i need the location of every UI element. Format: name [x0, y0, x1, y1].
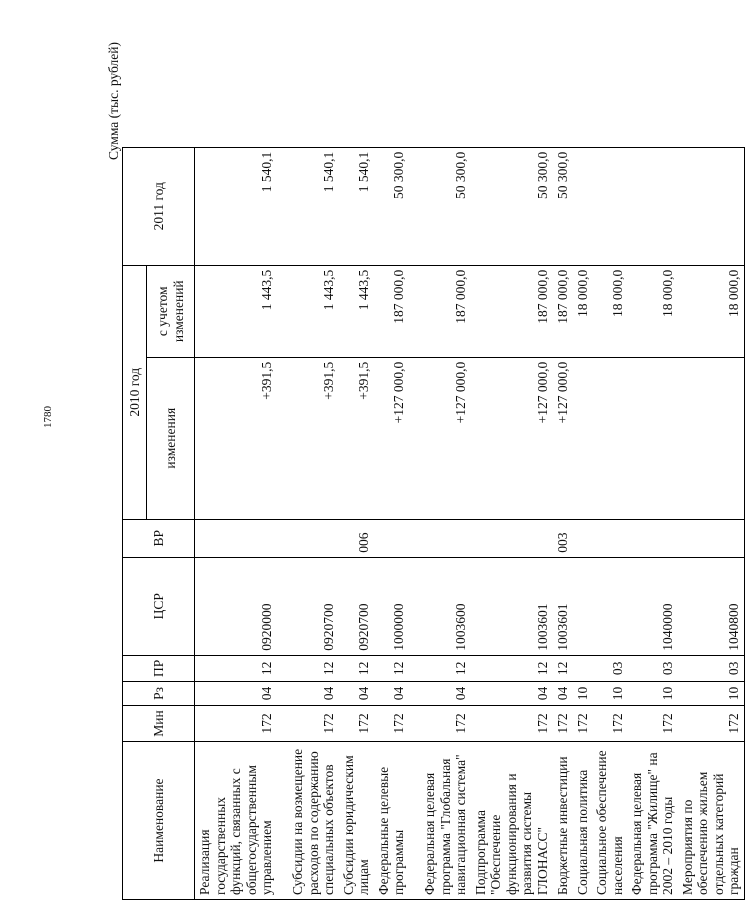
cell-vr: [627, 519, 678, 557]
cell-csr: 1040000: [627, 557, 678, 655]
cell-min: 172: [374, 706, 409, 742]
cell-rz: 10: [592, 682, 627, 706]
cell-with-changes: 1 443,5: [277, 265, 339, 357]
cell-pr: 03: [627, 655, 678, 681]
header-name: Наименование: [123, 742, 195, 900]
cell-name: Бюджетные инвестиции: [552, 742, 572, 900]
cell-y2011: 1 540,1: [195, 147, 277, 265]
cell-with-changes: 18 000,0: [678, 265, 745, 357]
cell-changes: +127 000,0: [374, 357, 409, 519]
table-row: [374, 147, 409, 899]
units-caption: Сумма (тыс. рублей): [106, 42, 121, 160]
table-row: [552, 147, 572, 899]
cell-with-changes: 187 000,0: [552, 265, 572, 357]
budget-table: [122, 147, 745, 900]
cell-vr: 006: [339, 519, 374, 557]
cell-csr: 0920700: [339, 557, 374, 655]
cell-pr: 12: [552, 655, 572, 681]
cell-csr: 1000000: [374, 557, 409, 655]
cell-with-changes: 187 000,0: [374, 265, 409, 357]
header-csr: ЦСР: [123, 557, 195, 655]
table-row: [572, 147, 592, 899]
cell-rz: 10: [572, 682, 592, 706]
table-row: [409, 147, 471, 899]
cell-csr: 0920000: [195, 557, 277, 655]
cell-y2011: [592, 147, 627, 265]
cell-pr: 12: [409, 655, 471, 681]
cell-rz: 04: [471, 682, 553, 706]
cell-name: Федеральная целевая программа "Глобальная навигационная система": [409, 742, 471, 900]
cell-name: Подпрограмма "Обеспечение функционирования и развития системы ГЛОНАСС": [471, 742, 553, 900]
cell-name: Субсидии юридическим лицам: [339, 742, 374, 900]
cell-name: Социальное обеспечение населения: [592, 742, 627, 900]
cell-y2011: [678, 147, 745, 265]
cell-with-changes: 1 443,5: [339, 265, 374, 357]
cell-min: 172: [471, 706, 553, 742]
cell-min: 172: [627, 706, 678, 742]
cell-rz: 04: [552, 682, 572, 706]
cell-with-changes: 18 000,0: [592, 265, 627, 357]
cell-min: 172: [339, 706, 374, 742]
cell-with-changes: 18 000,0: [572, 265, 592, 357]
cell-vr: [277, 519, 339, 557]
cell-csr: 1003601: [552, 557, 572, 655]
header-year-2010: 2010 год: [123, 265, 147, 519]
cell-min: 172: [552, 706, 572, 742]
cell-vr: [592, 519, 627, 557]
page-number: 1780: [42, 406, 54, 428]
header-changes: изменения: [147, 357, 195, 519]
cell-vr: [409, 519, 471, 557]
cell-pr: 12: [195, 655, 277, 681]
cell-changes: +391,5: [277, 357, 339, 519]
cell-rz: 04: [277, 682, 339, 706]
cell-changes: +127 000,0: [552, 357, 572, 519]
cell-rz: 10: [627, 682, 678, 706]
table-row: [592, 147, 627, 899]
cell-pr: 12: [471, 655, 553, 681]
cell-min: 172: [592, 706, 627, 742]
cell-pr: 03: [678, 655, 745, 681]
cell-rz: 04: [409, 682, 471, 706]
cell-pr: 12: [374, 655, 409, 681]
table-body: [195, 147, 745, 899]
cell-min: 172: [409, 706, 471, 742]
cell-y2011: 1 540,1: [277, 147, 339, 265]
cell-vr: [374, 519, 409, 557]
cell-csr: 1040800: [678, 557, 745, 655]
cell-pr: 12: [277, 655, 339, 681]
header-year-2011: 2011 год: [123, 147, 195, 265]
header-pr: ПР: [123, 655, 195, 681]
table-row: [339, 147, 374, 899]
cell-with-changes: 187 000,0: [409, 265, 471, 357]
cell-name: Федеральная целевая программа "Жилище" на 2002 – 2010 годы: [627, 742, 678, 900]
table-row: [471, 147, 553, 899]
cell-with-changes: 1 443,5: [195, 265, 277, 357]
cell-csr: 1003600: [409, 557, 471, 655]
header-with-changes: с учетом изменений: [147, 265, 195, 357]
cell-rz: 10: [678, 682, 745, 706]
cell-changes: +127 000,0: [471, 357, 553, 519]
cell-with-changes: 18 000,0: [627, 265, 678, 357]
header-rz: Рз: [123, 682, 195, 706]
cell-vr: [195, 519, 277, 557]
cell-y2011: [572, 147, 592, 265]
cell-changes: +391,5: [195, 357, 277, 519]
cell-y2011: 50 300,0: [552, 147, 572, 265]
cell-changes: [572, 357, 592, 519]
cell-name: Реализация государственных функций, связанных с общегосударственным управлением: [195, 742, 277, 900]
cell-y2011: 50 300,0: [374, 147, 409, 265]
header-vr: ВР: [123, 519, 195, 557]
cell-y2011: 50 300,0: [409, 147, 471, 265]
cell-changes: [627, 357, 678, 519]
cell-csr: 0920700: [277, 557, 339, 655]
cell-pr: 03: [592, 655, 627, 681]
cell-vr: [572, 519, 592, 557]
cell-min: 172: [277, 706, 339, 742]
cell-pr: 12: [339, 655, 374, 681]
cell-csr: 1003601: [471, 557, 553, 655]
cell-min: 172: [678, 706, 745, 742]
cell-changes: [678, 357, 745, 519]
cell-name: Социальная политика: [572, 742, 592, 900]
cell-name: Мероприятия по обеспечению жильем отдельных категорий граждан: [678, 742, 745, 900]
cell-min: 172: [195, 706, 277, 742]
cell-rz: 04: [195, 682, 277, 706]
table-row: [277, 147, 339, 899]
rotated-table-region: [100, 20, 742, 900]
cell-min: 172: [572, 706, 592, 742]
cell-rz: 04: [374, 682, 409, 706]
header-min: Мин: [123, 706, 195, 742]
table-row: [627, 147, 678, 899]
cell-changes: +391,5: [339, 357, 374, 519]
cell-changes: [592, 357, 627, 519]
cell-y2011: [627, 147, 678, 265]
cell-rz: 04: [339, 682, 374, 706]
cell-vr: 003: [552, 519, 572, 557]
cell-pr: [572, 655, 592, 681]
cell-with-changes: 187 000,0: [471, 265, 553, 357]
table-row: [678, 147, 745, 899]
cell-y2011: 50 300,0: [471, 147, 553, 265]
cell-name: Субсидии на возмещение расходов по содержанию специальных объектов: [277, 742, 339, 900]
table-row: [195, 147, 277, 899]
cell-y2011: 1 540,1: [339, 147, 374, 265]
cell-vr: [471, 519, 553, 557]
cell-vr: [678, 519, 745, 557]
cell-csr: [572, 557, 592, 655]
cell-name: Федеральные целевые программы: [374, 742, 409, 900]
cell-csr: [592, 557, 627, 655]
cell-changes: +127 000,0: [409, 357, 471, 519]
